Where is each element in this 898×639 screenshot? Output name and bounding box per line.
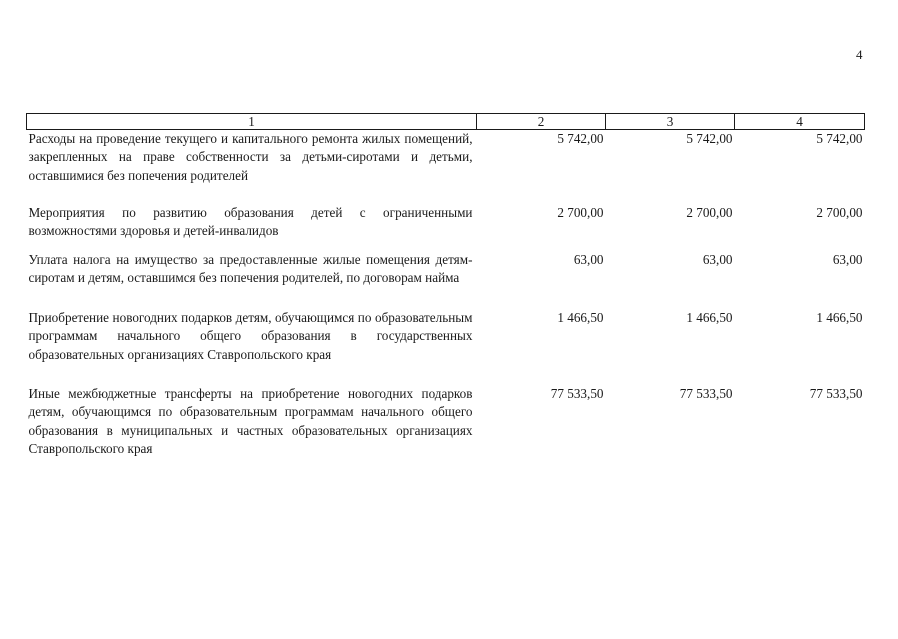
row-value-col3: 2 700,00 [686, 205, 733, 220]
budget-table [26, 113, 865, 459]
table-row [27, 130, 865, 205]
page-number: 4 [856, 47, 863, 62]
row-description: Иные межбюджетные трансферты на приобретение новогодних подарков детям, обучающимся по образовательным программам начального общего образования в муниципальных и частных образовательных организациях Ставропольского края [28, 386, 473, 457]
row-value-col2: 77 533,50 [550, 386, 604, 401]
header-col-1: 1 [27, 114, 477, 130]
row-value-col2: 1 466,50 [557, 310, 604, 325]
row-value-col3: 77 533,50 [679, 386, 733, 401]
table-header [27, 114, 865, 130]
table-row [27, 204, 865, 251]
header-col-4: 4 [735, 114, 865, 130]
row-value-col2: 63,00 [573, 252, 604, 267]
header-col-2: 2 [477, 114, 606, 130]
row-value-col4: 77 533,50 [809, 386, 863, 401]
row-value-col4: 1 466,50 [816, 310, 863, 325]
table-row [27, 309, 865, 385]
header-col-3: 3 [606, 114, 735, 130]
row-value-col2: 5 742,00 [557, 131, 604, 146]
row-description: Расходы на проведение текущего и капитального ремонта жилых помещений, закрепленных на праве собственности за детьми-сиротами и детьми, оставшимися без попечения родителей [28, 131, 473, 183]
row-description: Уплата налога на имущество за предоставленные жилые помещения детям-сиротам и детям, оставшимся без попечения родителей, по договорам найма [28, 252, 473, 286]
row-value-col4: 63,00 [832, 252, 863, 267]
row-value-col3: 63,00 [702, 252, 733, 267]
row-description: Приобретение новогодних подарков детям, обучающимся по образовательным программам начального общего образования в государственных образовательных организациях Ставропольского края [28, 310, 473, 362]
row-value-col3: 5 742,00 [686, 131, 733, 146]
row-value-col4: 2 700,00 [816, 205, 863, 220]
row-description: Мероприятия по развитию образования детей с ограниченными возможностями здоровья и детей-инвалидов [28, 205, 473, 239]
header-row [27, 114, 865, 130]
table-body [27, 130, 865, 459]
row-value-col3: 1 466,50 [686, 310, 733, 325]
row-value-col4: 5 742,00 [816, 131, 863, 146]
table-row [27, 251, 865, 309]
row-value-col2: 2 700,00 [557, 205, 604, 220]
table-row [27, 385, 865, 459]
